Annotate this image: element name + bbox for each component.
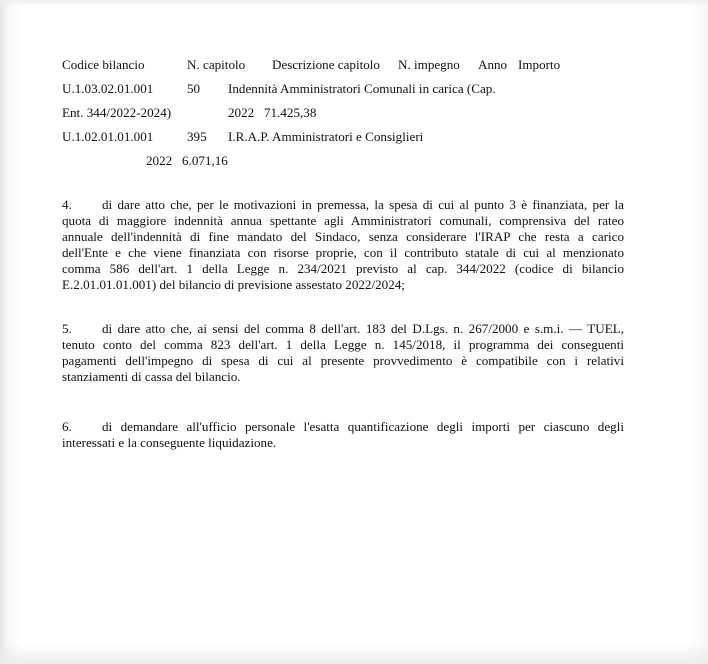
item-4-line-3: annuale dell'indennità di fine mandato del Sindaco, senza considerare l'IRAP che resta a carico — [62, 229, 624, 244]
item-5-line-1: di dare atto che, ai sensi del comma 8 dell'art. 183 del D.Lgs. n. 267/2000 e s.m.i. — TUEL, — [102, 321, 624, 336]
item-6-line-2: interessati e la conseguente liquidazione. — [62, 435, 277, 450]
page-edge-shadow-bottom — [0, 644, 708, 664]
item-4-line-1: di dare atto che, per le motivazioni in premessa, la spesa di cui al punto 3 è finanziata, per la — [102, 197, 624, 212]
header-n-capitolo: N. capitolo — [187, 57, 246, 72]
item-4-line-4: dell'Ente e che viene finanziata con risorse proprie, con il contributo statale di cui al menzionato — [62, 245, 624, 260]
row1-description-continuation: Ent. 344/2022-2024) — [62, 105, 172, 120]
row2-chapter: 395 — [187, 129, 207, 144]
row2-year-amount: 2022 6.071,16 — [146, 153, 228, 168]
item-6-number: 6. — [62, 419, 72, 434]
item-6-line-1: di demandare all'ufficio personale l'esatta quantificazione degli importi per ciascuno degli — [102, 419, 624, 434]
header-n-impegno: N. impegno — [398, 57, 460, 72]
header-importo: Importo — [518, 57, 561, 72]
item-5-number: 5. — [62, 321, 72, 336]
item-4-line-5: comma 586 dell'art. 1 della Legge n. 234/2021 previsto al cap. 344/2022 (codice di bilancio — [62, 261, 624, 276]
header-codice-bilancio: Codice bilancio — [62, 57, 145, 72]
item-4-line-6: E.2.01.01.01.001) del bilancio di previsione assestato 2022/2024; — [62, 277, 405, 292]
item-5-line-3: pagamenti dell'impegno di spesa di cui al presente provvedimento è compatibile con i relativi — [62, 353, 624, 368]
row1-description: Indennità Amministratori Comunali in carica (Cap. — [228, 81, 496, 96]
item-4-number: 4. — [62, 197, 72, 212]
item-5-line-4: stanziamenti di cassa del bilancio. — [62, 369, 241, 384]
page-edge-shadow-top — [0, 0, 708, 6]
row1-year-amount: 2022 71.425,38 — [228, 105, 317, 120]
table-header — [62, 57, 145, 73]
item-5-line-2: tenuto conto del comma 823 dell'art. 1 della Legge n. 145/2018, il programma dei conseguenti — [62, 337, 624, 352]
row1-chapter: 50 — [187, 81, 201, 96]
row1-code: U.1.03.02.01.001 — [62, 81, 154, 96]
item-4-line-2: quota di maggiore indennità annua spettante agli Amministratori comunali, comprensiva del rateo — [62, 213, 624, 228]
row2-description: I.R.A.P. Amministratori e Consiglieri — [228, 129, 424, 144]
header-descrizione-capitolo: Descrizione capitolo — [272, 57, 380, 72]
header-anno: Anno — [478, 57, 508, 72]
row2-code: U.1.02.01.01.001 — [62, 129, 154, 144]
